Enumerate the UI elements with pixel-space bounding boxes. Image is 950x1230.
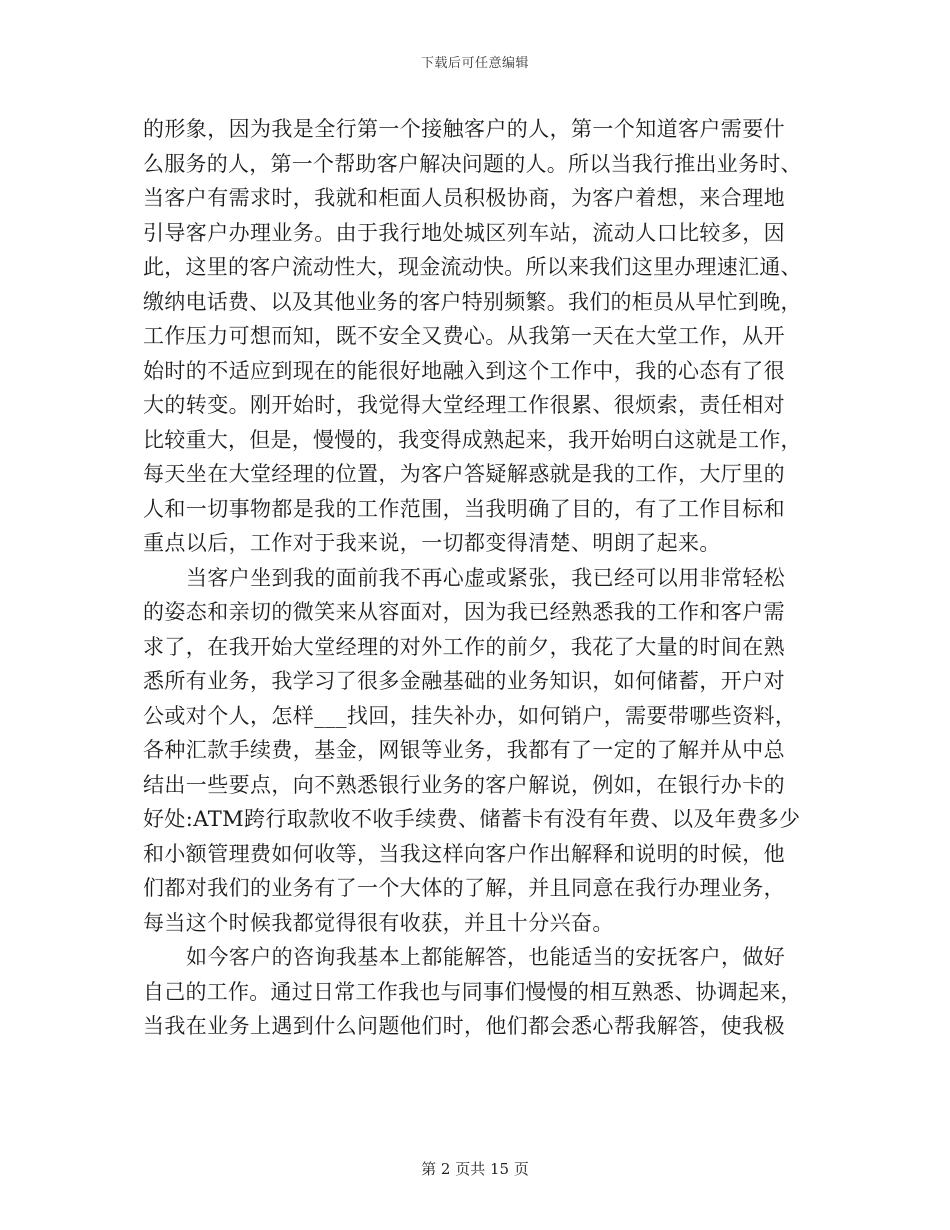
text-line: 结出一些要点，向不熟悉银行业务的客户解说，例如，在银行办卡的 (143, 772, 785, 797)
text-line: 每当这个时候我都觉得很有收获，并且十分兴奋。 (143, 910, 614, 935)
text-line: 的形象，因为我是全行第一个接触客户的人，第一个知道客户需要什 (143, 117, 785, 141)
text-line: 好处:ATM跨行取款收不收手续费、储蓄卡有没有年费、以及年费多少 (143, 807, 801, 831)
text-line: 缴纳电话费、以及其他业务的客户特别频繁。我们的柜员从早忙到晚， (143, 289, 802, 314)
document-body (143, 112, 803, 1044)
text-line: 的姿态和亲切的微笑来从容面对，因为我已经熟悉我的工作和客户需 (143, 600, 785, 624)
page-header: 下载后可任意编辑 (420, 56, 529, 71)
text-line: 求了，在我开始大堂经理的对外工作的前夕，我花了大量的时间在熟 (143, 634, 785, 659)
text-line: 悉所有业务，我学习了很多金融基础的业务知识，如何储蓄，开户对 (143, 669, 785, 693)
text-line: 工作压力可想而知，既不安全又费心。从我第一天在大堂工作，从开 (143, 324, 785, 348)
text-line: 大的转变。刚开始时，我觉得大堂经理工作很累、很烦索，责任相对 (143, 393, 785, 417)
text-line: 此，这里的客户流动性大，现金流动快。所以来我们这里办理速汇通、 (143, 255, 802, 279)
text-line: 么服务的人，第一个帮助客户解决问题的人。所以当我行推出业务时、 (143, 151, 802, 176)
text-line: 各种汇款手续费，基金，网银等业务，我都有了一定的了解并从中总 (143, 738, 785, 762)
text-line: 们都对我们的业务有了一个大体的了解，并且同意在我行办理业务， (143, 876, 785, 900)
text-line: 比较重大，但是，慢慢的，我变得成熟起来，我开始明白这就是工作， (143, 427, 802, 452)
text-line: 当客户有需求时，我就和柜面人员积极协商，为客户着想，来合理地 (143, 186, 785, 210)
text-line: 重点以后，工作对于我来说，一切都变得清楚、明朗了起来。 (143, 531, 721, 555)
text-line: 人和一切事物都是我的工作范围，当我明确了目的，有了工作目标和 (143, 496, 785, 521)
text-line: 当我在业务上遇到什么问题他们时，他们都会悉心帮我解答，使我极 (143, 1014, 785, 1038)
page-number-footer: 第 2 页共 15 页 (421, 1160, 529, 1178)
text-line: 自己的工作。通过日常工作我也与同事们慢慢的相互熟悉、协调起来， (143, 979, 802, 1004)
text-line: 如今客户的咨询我基本上都能解答，也能适当的安抚客户，做好 (186, 945, 786, 969)
text-line: 公或对个人，怎样___找回，挂失补办，如何销户，需要带哪些资料， (143, 703, 797, 728)
text-line: 和小额管理费如何收等，当我这样向客户作出解释和说明的时候，他 (143, 841, 785, 866)
text-line: 引导客户办理业务。由于我行地处城区列车站，流动人口比较多，因 (143, 220, 785, 245)
text-line: 始时的不适应到现在的能很好地融入到这个工作中，我的心态有了很 (143, 358, 785, 383)
text-line: 当客户坐到我的面前我不再心虚或紧张，我已经可以用非常轻松 (186, 565, 786, 590)
text-line: 每天坐在大堂经理的位置，为客户答疑解惑就是我的工作，大厅里的 (143, 462, 785, 486)
